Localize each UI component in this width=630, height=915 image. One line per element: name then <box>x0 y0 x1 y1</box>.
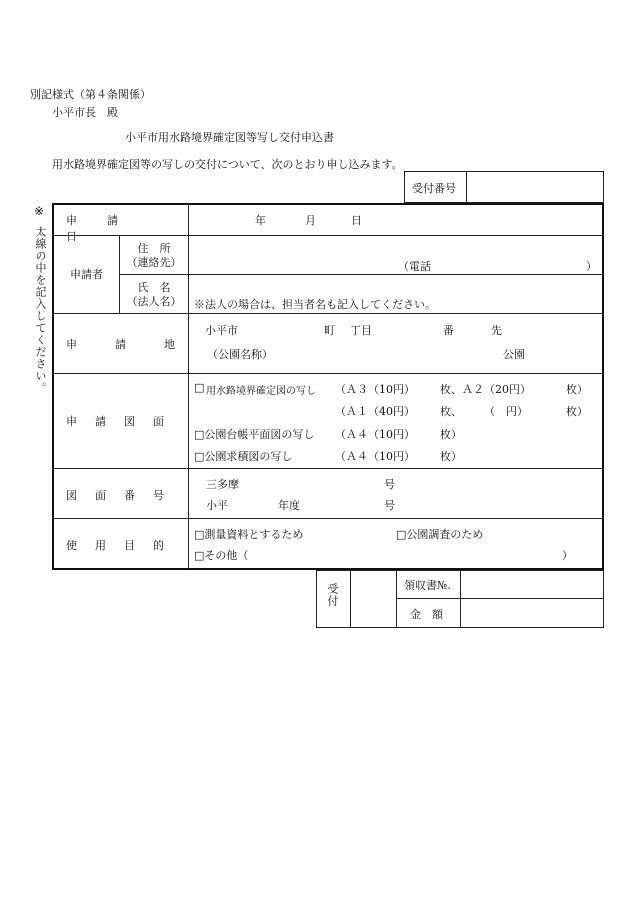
drawing-number-prefix2: 小平 <box>206 499 228 512</box>
site-ban: 番 <box>443 324 454 337</box>
purpose-other-option[interactable]: □その他（ <box>194 549 249 562</box>
date-day: 日 <box>351 214 362 227</box>
site-city: 小平市 <box>205 324 238 337</box>
purpose-label: 使用目的 <box>66 539 182 552</box>
drawing-boundary-checkbox[interactable]: □ <box>194 381 205 394</box>
side-note-text: 太線の中を記入してください。 <box>34 226 47 394</box>
receipt-amount-label: 金 額 <box>410 608 443 621</box>
drawing-area-name[interactable]: □公園求積図の写し <box>194 450 293 463</box>
purpose-survey-option[interactable]: □測量資料とするため <box>194 528 304 541</box>
drawing-boundary-name: 用水路境界確定図の写し <box>206 386 316 397</box>
drawing-number-label: 図面番号 <box>66 489 182 502</box>
drawing-number-suffix1: 号 <box>384 478 395 491</box>
receipt-amount-field[interactable] <box>466 602 600 624</box>
drawing-boundary-a1: （Ａ１（40円） <box>335 405 415 418</box>
drawing-number-suffix2: 号 <box>384 499 395 512</box>
drawing-ledger-a4: （Ａ４（10円） <box>335 428 415 441</box>
drawing-ledger-mai: 枚） <box>440 428 462 441</box>
site-saki: 先 <box>491 324 502 337</box>
drawing-area-mai: 枚） <box>440 450 462 463</box>
purpose-other-field[interactable] <box>262 547 556 561</box>
receipt-number-label: 領収書№. <box>404 579 451 592</box>
address-sub-label: （連絡先） <box>126 256 182 269</box>
reception-number-label: 受付番号 <box>412 182 456 195</box>
drawings-label: 申請図面 <box>66 415 182 428</box>
receipt-number-field[interactable] <box>466 574 600 594</box>
site-chome: 丁目 <box>350 324 372 337</box>
drawing-ledger-name[interactable]: □公園台帳平面図の写し <box>194 428 315 441</box>
phone-field[interactable] <box>440 258 580 272</box>
site-label: 申請地 <box>66 338 213 351</box>
date-year: 年 <box>255 214 266 227</box>
drawing-boundary-other-mai: 枚） <box>566 405 588 418</box>
drawing-boundary-a3: （Ａ３（10円） <box>335 383 415 396</box>
drawing-number-year: 年度 <box>278 499 300 512</box>
intro-text: 用水路境界確定図等の写しの交付について、次のとおり申し込みます。 <box>52 158 403 171</box>
phone-close: ） <box>586 260 597 273</box>
name-field[interactable] <box>194 277 598 293</box>
addressee: 小平市長 殿 <box>52 106 118 119</box>
purpose-park-survey-option[interactable]: □公園調査のため <box>396 528 484 541</box>
side-note-mark: ※ <box>34 204 45 218</box>
purpose-other-close: ） <box>562 549 573 562</box>
address-field[interactable] <box>194 238 598 256</box>
drawing-boundary-mai2: 枚） <box>566 383 588 396</box>
drawing-number-prefix1: 三多摩 <box>206 478 239 491</box>
applicant-label: 申請者 <box>70 268 103 281</box>
form-note: 別記様式（第４条関係） <box>30 88 151 101</box>
site-park: 公園 <box>503 348 525 361</box>
name-note: ※法人の場合は、担当者名も記入してください。 <box>194 298 436 311</box>
name-sub-label: （法人名） <box>126 295 182 308</box>
form-title: 小平市用水路境界確定図等写し交付申込書 <box>125 131 334 144</box>
receipt-stamp-field[interactable] <box>354 574 392 624</box>
receipt-uketsuke: 受付 <box>326 583 339 607</box>
drawing-boundary-other-yen: （ 円） <box>484 405 528 418</box>
drawing-area-a4: （Ａ４（10円） <box>335 450 415 463</box>
drawing-boundary-a1-mai: 枚、 <box>440 405 462 418</box>
drawing-boundary-mai1: 枚、Ａ２（20円） <box>440 383 531 396</box>
date-month: 月 <box>305 214 316 227</box>
site-town: 町 <box>324 324 335 337</box>
reception-number-field[interactable] <box>472 180 600 196</box>
address-label: 住 所 <box>137 242 171 255</box>
application-date-label-text: 申請日 <box>66 214 148 243</box>
name-label: 氏 名 <box>137 281 171 294</box>
site-park-name: （公園名称） <box>207 348 273 361</box>
phone-open: （電話 <box>398 260 431 273</box>
